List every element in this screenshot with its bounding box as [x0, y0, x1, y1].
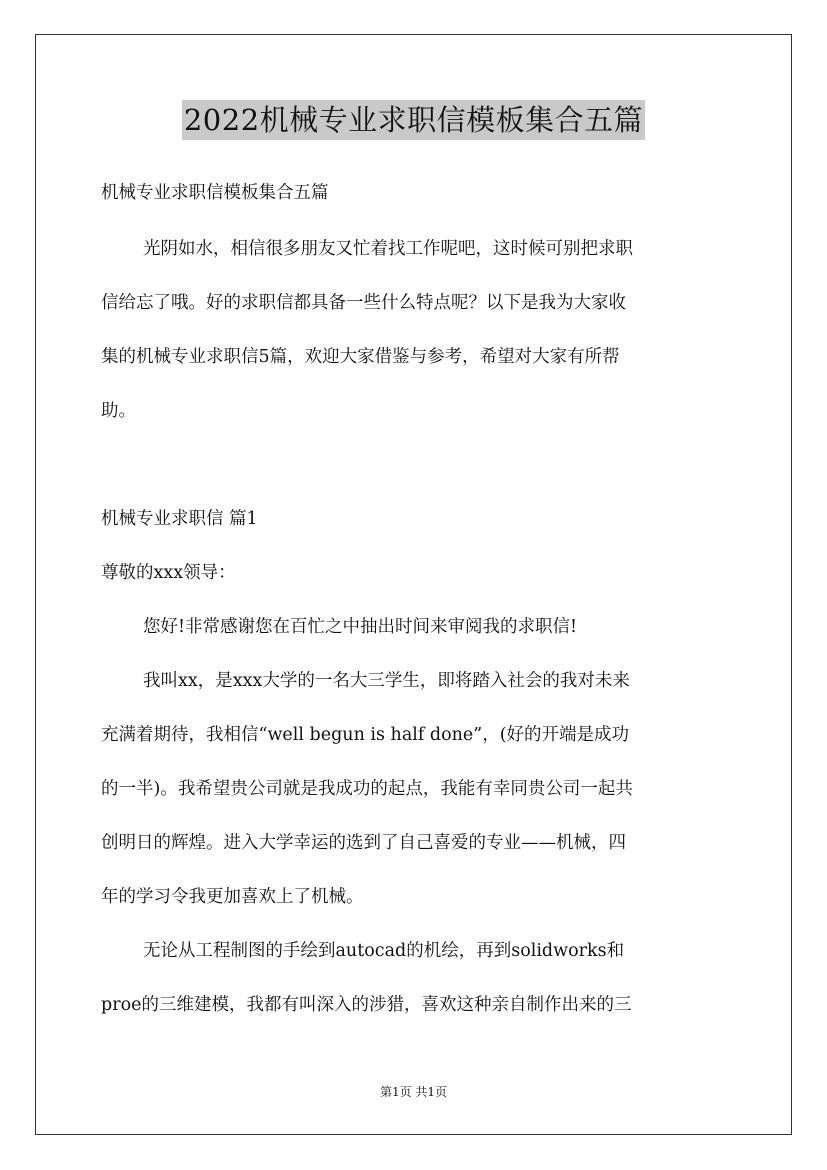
intro-line-3: 集的机械专业求职信5篇，欢迎大家借鉴与参考，希望对大家有所帮	[101, 347, 620, 367]
intro-line-1: 光阴如水，相信很多朋友又忙着找工作呢吧，这时候可别把求职	[143, 239, 633, 259]
para1-line-5: 年的学习令我更加喜欢上了机械。	[101, 887, 364, 907]
para1-line-2: 充满着期待，我相信“well begun is half done”，(好的开端是成功	[101, 725, 630, 745]
document-subtitle: 机械专业求职信模板集合五篇	[101, 183, 329, 203]
para1-line-3: 的一半)。我希望贵公司就是我成功的起点，我能有幸同贵公司一起共	[101, 779, 633, 799]
salutation: 尊敬的xxx领导：	[101, 563, 236, 583]
para2-line-1: 无论从工程制图的手绘到autocad的机绘，再到solidworks和	[143, 941, 625, 961]
page-number: 第1页 共1页	[379, 1085, 448, 1099]
para1-line-4: 创明日的辉煌。进入大学幸运的选到了自己喜爱的专业——机械，四	[101, 833, 626, 853]
document-title: 2022机械专业求职信模板集合五篇	[182, 100, 645, 140]
para2-line-2: proe的三维建模，我都有叫深入的涉猎，喜欢这种亲自制作出来的三	[101, 995, 632, 1015]
greeting: 您好!非常感谢您在百忙之中抽出时间来审阅我的求职信!	[143, 617, 578, 637]
section-heading: 机械专业求职信 篇1	[101, 509, 258, 529]
intro-line-2: 信给忘了哦。好的求职信都具备一些什么特点呢？以下是我为大家收	[101, 293, 626, 313]
intro-line-4: 助。	[101, 401, 136, 421]
para1-line-1: 我叫xx，是xxx大学的一名大三学生，即将踏入社会的我对未来	[143, 671, 630, 691]
